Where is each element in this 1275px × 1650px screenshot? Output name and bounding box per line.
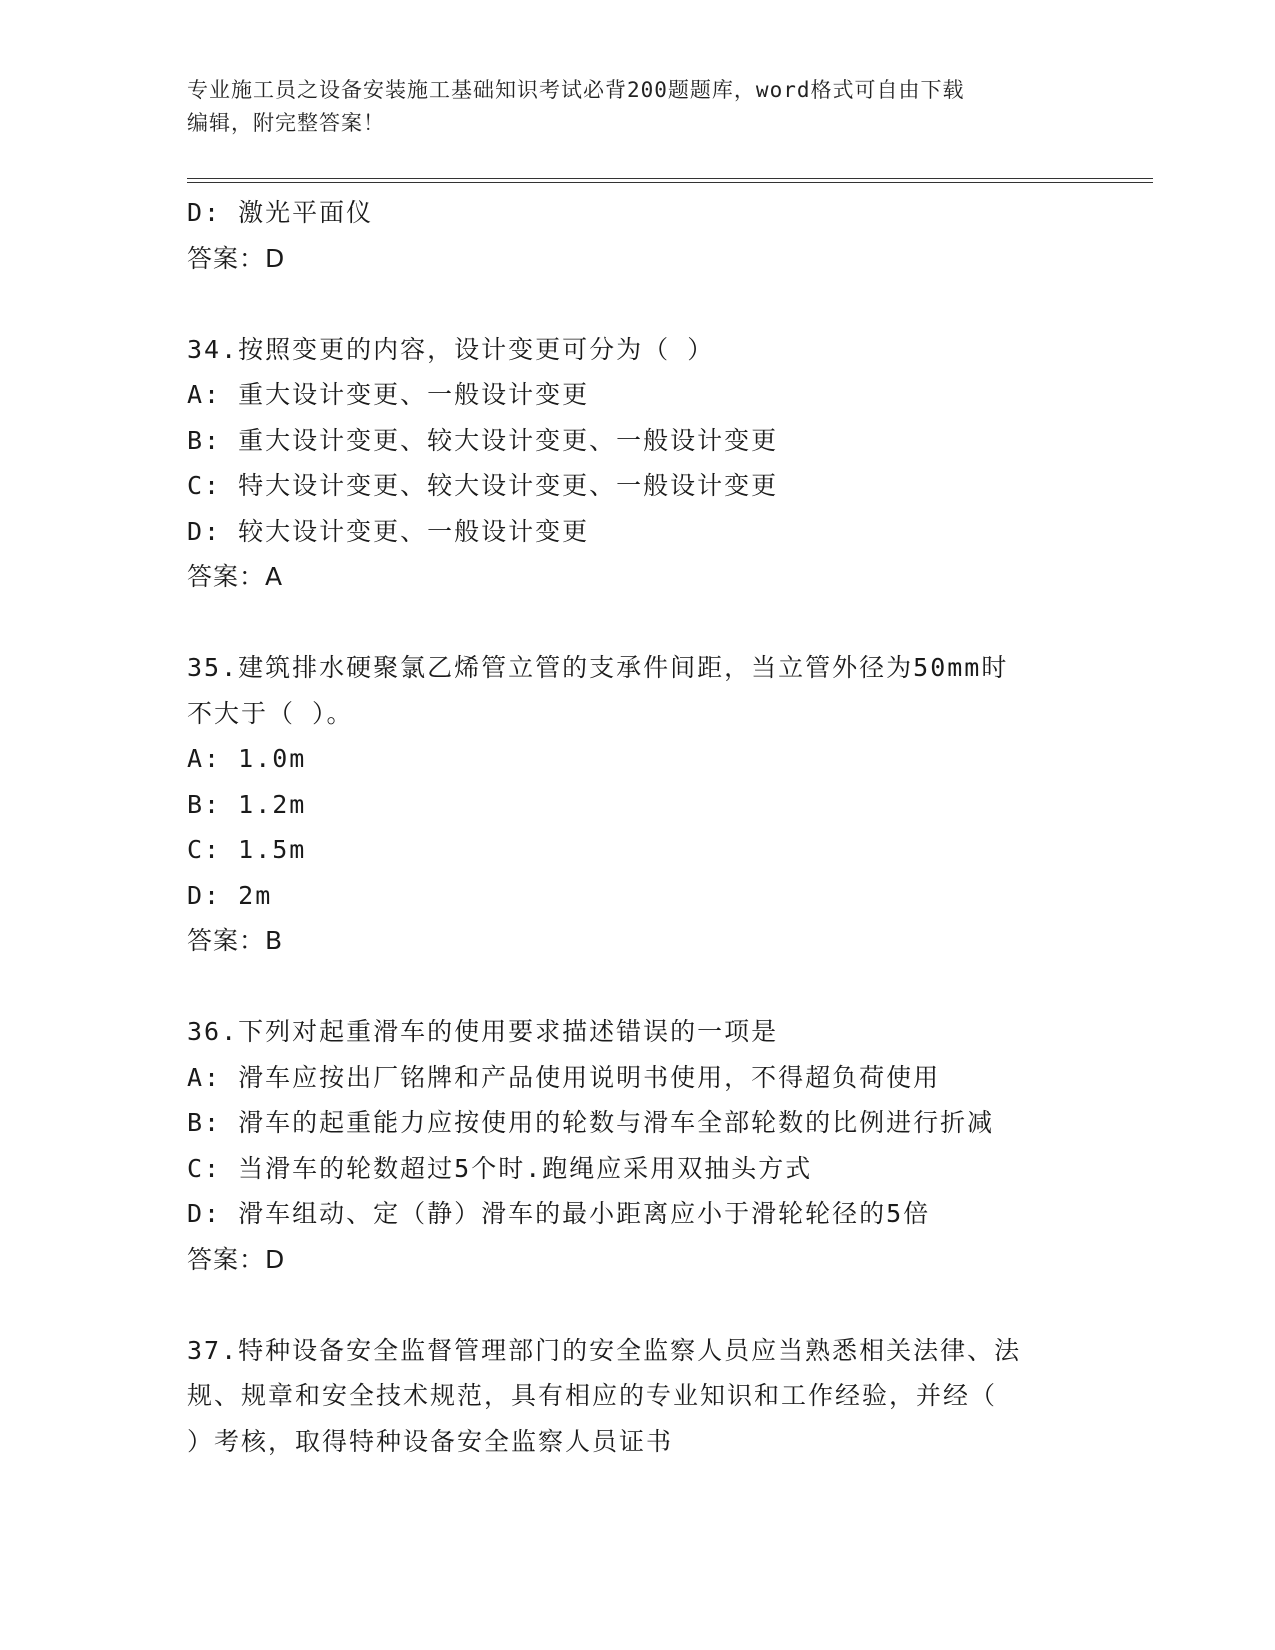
- option-d: D: 较大设计变更、一般设计变更: [187, 516, 590, 546]
- question-33-tail: [187, 190, 1087, 281]
- option-b: B: 重大设计变更、较大设计变更、一般设计变更: [187, 425, 779, 455]
- document-header: [187, 74, 1087, 140]
- question-35: [187, 645, 1087, 964]
- answer-label: 答案：D: [187, 243, 286, 273]
- question-34: [187, 327, 1087, 600]
- question-stem: 36.下列对起重滑车的使用要求描述错误的一项是: [187, 1017, 779, 1046]
- option-a: A: 1.0m: [187, 744, 307, 773]
- option-c: C: 1.5m: [187, 835, 307, 864]
- header-divider-bottom: [187, 182, 1153, 183]
- spacer: [187, 1282, 1087, 1328]
- document-body: [187, 190, 1087, 1464]
- spacer: [187, 964, 1087, 1010]
- question-stem-line-2: 不大于（ ）。: [187, 698, 354, 728]
- question-stem-line-1: 37.特种设备安全监督管理部门的安全监察人员应当熟悉相关法律、法: [187, 1335, 1022, 1365]
- option-a: A: 滑车应按出厂铭牌和产品使用说明书使用，不得超负荷使用: [187, 1062, 941, 1092]
- question-37: [187, 1328, 1087, 1465]
- question-stem-line-1: 35.建筑排水硬聚氯乙烯管立管的支承件间距，当立管外径为50mm时: [187, 653, 1009, 682]
- answer-label: 答案：B: [187, 926, 284, 955]
- header-title-line-2: 编辑，附完整答案！: [187, 111, 385, 135]
- option-c: C: 当滑车的轮数超过5个时.跑绳应采用双抽头方式: [187, 1153, 813, 1183]
- option-d: D: 滑车组动、定（静）滑车的最小距离应小于滑轮轮径的5倍: [187, 1199, 931, 1228]
- option-d: D: 激光平面仪: [187, 198, 374, 227]
- option-a: A: 重大设计变更、一般设计变更: [187, 380, 590, 409]
- spacer: [187, 281, 1087, 327]
- option-b: B: 1.2m: [187, 789, 307, 819]
- option-d: D: 2m: [187, 880, 273, 910]
- spacer: [187, 600, 1087, 646]
- answer-label: 答案：D: [187, 1244, 286, 1274]
- question-stem: 34.按照变更的内容，设计变更可分为（ ）: [187, 334, 715, 364]
- answer-label: 答案：A: [187, 562, 284, 591]
- question-stem-line-2: 规、规章和安全技术规范，具有相应的专业知识和工作经验，并经（: [187, 1381, 998, 1410]
- header-title-line-1: 专业施工员之设备安装施工基础知识考试必背200题题库，word格式可自由下载: [187, 78, 965, 102]
- header-divider-top: [187, 178, 1153, 179]
- option-b: B: 滑车的起重能力应按使用的轮数与滑车全部轮数的比例进行折减: [187, 1108, 995, 1137]
- question-stem-line-3: ）考核，取得特种设备安全监察人员证书: [187, 1426, 674, 1456]
- option-c: C: 特大设计变更、较大设计变更、一般设计变更: [187, 471, 779, 500]
- question-36: [187, 1009, 1087, 1282]
